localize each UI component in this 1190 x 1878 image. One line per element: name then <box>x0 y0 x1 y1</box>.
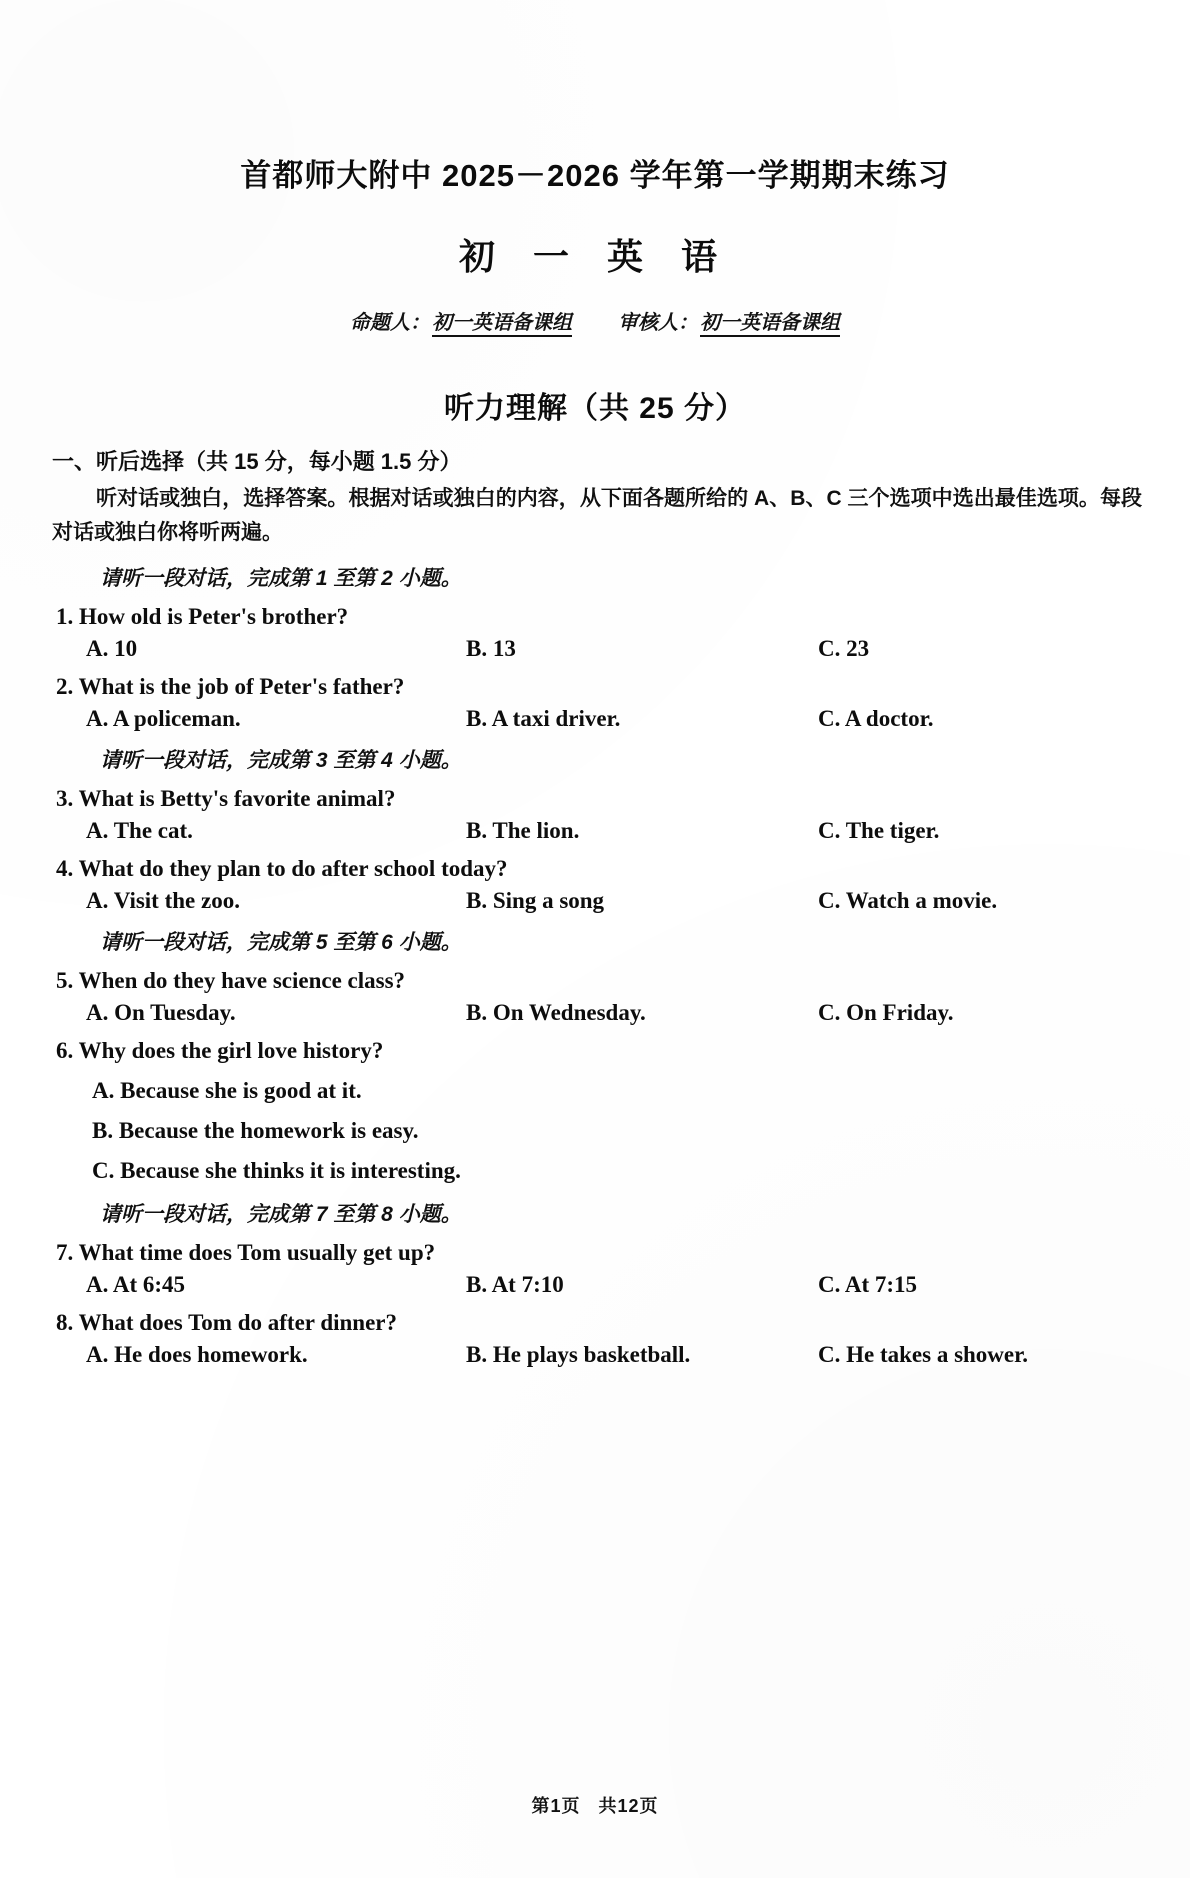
question-3-option-c[interactable]: C. The tiger. <box>818 818 940 844</box>
page-footer <box>0 1792 1190 1818</box>
question-7-option-b[interactable]: B. At 7:10 <box>466 1272 564 1298</box>
question-6-option-b[interactable]: B. Because the homework is easy. <box>92 1118 419 1144</box>
question-4-option-b[interactable]: B. Sing a song <box>466 888 605 914</box>
question-5-option-a[interactable]: A. On Tuesday. <box>86 1000 236 1026</box>
cue-dialog-1-2: 请听一段对话，完成第 1 至第 2 小题。 <box>100 567 462 591</box>
byline <box>0 306 1190 335</box>
question-7-options <box>52 1272 1142 1298</box>
question-5-option-b[interactable]: B. On Wednesday. <box>466 1000 646 1026</box>
question-3-text: 3. What is Betty's favorite animal? <box>56 786 396 812</box>
question-6-option-c[interactable]: C. Because she thinks it is interesting. <box>92 1158 461 1184</box>
question-8-option-b[interactable]: B. He plays basketball. <box>466 1342 691 1368</box>
cue-dialog-5-6: 请听一段对话，完成第 5 至第 6 小题。 <box>100 931 462 955</box>
part-instruction: 听对话或独白，选择答案。根据对话或独白的内容，从下面各题所给的 A、B、C 三个选项中选出最佳选项。每段对话或独白你将听两遍。 <box>52 487 1142 545</box>
question-7-option-a[interactable]: A. At 6:45 <box>86 1272 186 1298</box>
question-4-option-c[interactable]: C. Watch a movie. <box>818 888 998 914</box>
reviewer-value: 初一英语备课组 <box>700 312 840 337</box>
document-title: 首都师大附中 2025－2026 学年第一学期期末练习 <box>240 158 950 193</box>
section-title-listening: 听力理解（共 25 分） <box>443 392 747 425</box>
question-4-text: 4. What do they plan to do after school today? <box>56 856 508 882</box>
question-1-option-a[interactable]: A. 10 <box>86 636 138 662</box>
question-6-options <box>52 1078 1142 1184</box>
question-8-option-c[interactable]: C. He takes a shower. <box>818 1342 1028 1368</box>
question-4-options <box>52 888 1142 914</box>
cue-dialog-3-4: 请听一段对话，完成第 3 至第 4 小题。 <box>100 749 462 773</box>
author-label: 命题人： <box>350 312 430 334</box>
author-value: 初一英语备课组 <box>432 312 572 337</box>
question-2-text: 2. What is the job of Peter's father? <box>56 674 405 700</box>
question-5-option-c[interactable]: C. On Friday. <box>818 1000 954 1026</box>
footer-total-pages: 共12页 <box>598 1796 659 1816</box>
footer-page-number: 第1页 <box>531 1796 581 1816</box>
question-2-option-a[interactable]: A. A policeman. <box>86 706 241 732</box>
question-7-option-c[interactable]: C. At 7:15 <box>818 1272 918 1298</box>
cue-dialog-7-8: 请听一段对话，完成第 7 至第 8 小题。 <box>100 1203 462 1227</box>
subject-title: 初 一 英 语 <box>458 236 731 277</box>
question-6-text: 6. Why does the girl love history? <box>56 1038 384 1064</box>
question-3-option-b[interactable]: B. The lion. <box>466 818 580 844</box>
question-8-options <box>52 1342 1142 1368</box>
question-5-options <box>52 1000 1142 1026</box>
part-heading-one: 一、听后选择（共 15 分，每小题 1.5 分） <box>52 449 462 474</box>
question-2-option-b[interactable]: B. A taxi driver. <box>466 706 621 732</box>
question-5-text: 5. When do they have science class? <box>56 968 406 994</box>
question-3-option-a[interactable]: A. The cat. <box>86 818 193 844</box>
question-1-text: 1. How old is Peter's brother? <box>56 604 349 630</box>
question-1-options <box>52 636 1142 662</box>
question-2-options <box>52 706 1142 732</box>
question-3-options <box>52 818 1142 844</box>
question-1-option-c[interactable]: C. 23 <box>818 636 870 662</box>
body-wrapper <box>52 445 1142 1368</box>
question-8-text: 8. What does Tom do after dinner? <box>56 1310 398 1336</box>
reviewer-label: 审核人： <box>618 312 698 334</box>
question-2-option-c[interactable]: C. A doctor. <box>818 706 934 732</box>
question-4-option-a[interactable]: A. Visit the zoo. <box>86 888 240 914</box>
question-7-text: 7. What time does Tom usually get up? <box>56 1240 436 1266</box>
question-1-option-b[interactable]: B. 13 <box>466 636 516 662</box>
question-8-option-a[interactable]: A. He does homework. <box>86 1342 308 1368</box>
question-6-option-a[interactable]: A. Because she is good at it. <box>92 1078 362 1104</box>
